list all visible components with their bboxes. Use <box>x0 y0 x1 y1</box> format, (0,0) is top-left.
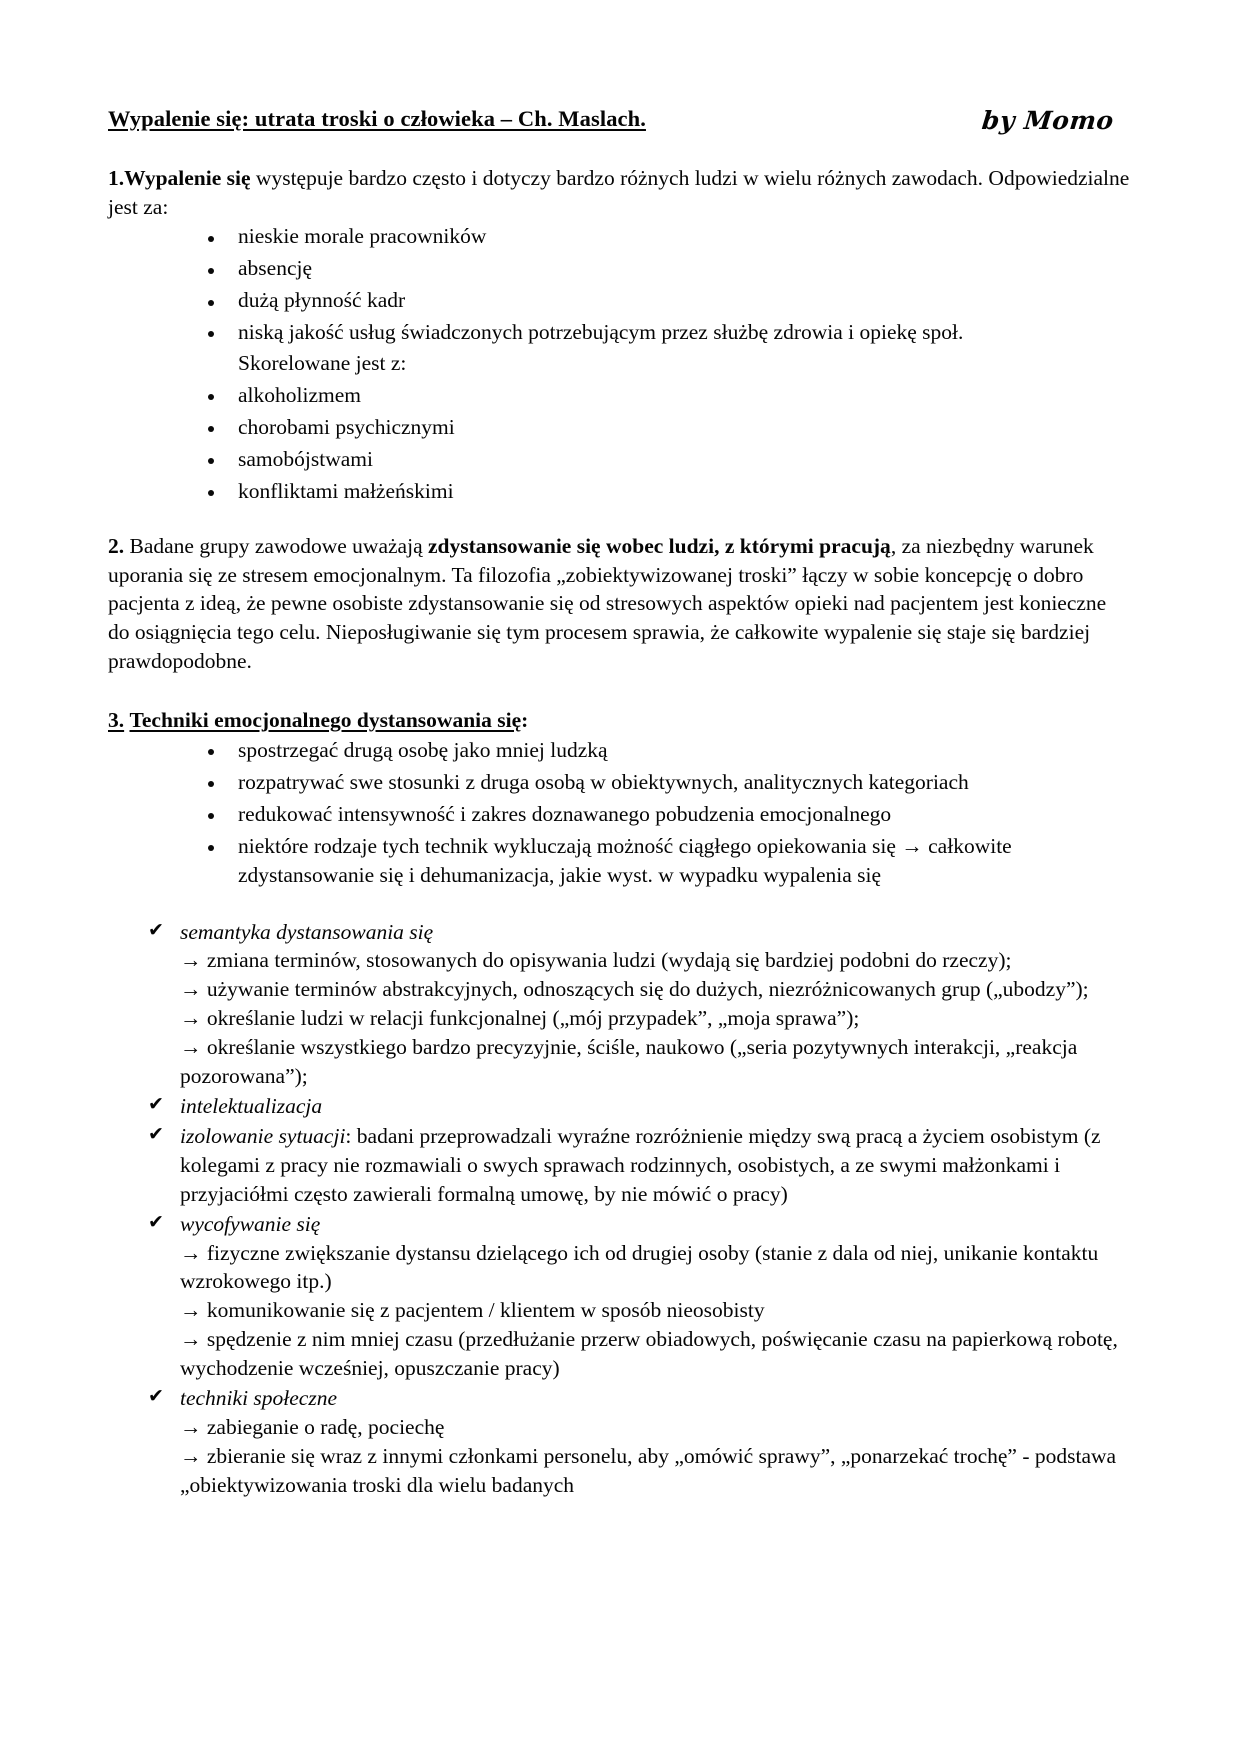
section-3-heading <box>108 706 528 735</box>
check-list-item <box>108 1384 1132 1500</box>
bullet-dot-icon <box>208 749 214 755</box>
list-item-label: konfliktami małżeńskimi <box>238 478 454 503</box>
section-3-heading-colon: : <box>521 708 529 733</box>
list-item <box>108 832 1132 890</box>
list-item <box>108 254 1132 283</box>
bullet-dot-icon <box>208 236 214 242</box>
bullet-dot-icon <box>208 426 214 432</box>
list-item <box>108 768 1132 797</box>
sub-line: → komunikowanie się z pacjentem / klientem w sposób nieosobisty <box>180 1298 765 1323</box>
page-title: Wypalenie się: utrata troski o człowieka – Ch. Maslach. <box>108 106 646 131</box>
sub-line: → używanie terminów abstrakcyjnych, odnoszących się do dużych, niezróżnicowanych grup („ubodzy”); <box>180 977 1089 1002</box>
sub-line: → zbieranie się wraz z innymi członkami personelu, aby „omówić sprawy”, „ponarzekać trochę” - podstawa „obiektywizowania troski dla wielu badanych <box>180 1443 1117 1497</box>
sub-line: → fizyczne zwiększanie dystansu dzielącego ich od drugiej osoby (stanie z dala od niej, unikanie kontaktu wzrokowego itp.) <box>180 1240 1099 1294</box>
check-item-label: intelektualizacja <box>180 1094 323 1118</box>
list-item-label: dużą płynność kadr <box>238 288 406 313</box>
techniques-check-list <box>108 918 1132 1500</box>
check-list-item <box>108 1122 1132 1209</box>
check-item-label: semantyka dystansowania się <box>180 919 434 944</box>
list-item <box>108 222 1132 251</box>
list-item <box>108 318 1132 347</box>
check-item-label: techniki społeczne <box>180 1386 338 1411</box>
list-item-label: chorobami psychicznymi <box>238 414 455 439</box>
bullet-dot-icon <box>208 813 214 819</box>
check-item-sublines <box>180 946 1132 1091</box>
check-item-label: wycofywanie się <box>180 1211 321 1236</box>
list-item-label: redukować intensywność i zakres doznawanego pobudzenia emocjonalnego <box>238 801 892 826</box>
section-3-number: 3. <box>108 708 125 733</box>
section-1-lead-rest: występuje bardzo często i dotyczy bardzo różnych ludzi w wielu różnych zawodach. Odpowiedzialne jest za: <box>108 165 1130 219</box>
list-item <box>108 800 1132 829</box>
list-item-label: niską jakość usług świadczonych potrzebującym przez służbę zdrowia i opiekę społ. <box>238 320 964 345</box>
sub-line: → spędzenie z nim mniej czasu (przedłużanie przerw obiadowych, poświęcanie czasu na papierkową robotę, wychodzenie wcześniej, opuszczanie pracy) <box>180 1327 1118 1381</box>
check-item-sublines <box>180 1413 1132 1500</box>
list-item <box>108 286 1132 315</box>
section-3-bullet-list <box>108 736 1132 890</box>
bullet-dot-icon <box>208 331 214 337</box>
list-item-label: alkoholizmem <box>238 382 361 407</box>
check-item-label: izolowanie sytuacji <box>180 1123 346 1148</box>
bullet-dot-icon <box>208 845 214 851</box>
bullet-dot-icon <box>208 268 214 274</box>
check-item-label-rest: : badani przeprowadzali wyraźne rozróżnienie między swą pracą a życiem osobistym (z kolegami z pracy nie rozmawiali o swych sprawach rodzinnych, osobistych, a ze swymi małżonkami i przyjaciółmi często zawierali formalną umowę, by nie mówić o pracy) <box>180 1123 1101 1206</box>
checkmark-icon: ✔ <box>148 1211 164 1233</box>
section-2-text-after: , za niezbędny warunek uporania się ze stresem emocjonalnym. Ta filozofia „zobiektywizowanej troski” łączy w sobie koncepcję o dobro pacjenta z ideą, że pewne osobiste zdystansowanie się od stresowych aspektów opieki nad pacjentem jest konieczne do osiągnięcia tego celu. Nieposługiwanie się tym procesem sprawia, że całkowite wypalenie się staje się bardziej prawdopodobne. <box>108 533 1107 674</box>
bullet-dot-icon <box>208 781 214 787</box>
list-item-label: samobójstwami <box>238 446 373 471</box>
sub-line: → zabieganie o radę, pociechę <box>180 1414 445 1439</box>
list-item-label: niektóre rodzaje tych technik wykluczają możność ciągłego opiekowania się → całkowite zdystansowanie się i dehumanizacja, jakie wyst. w wypadku wypalenia się <box>238 833 1012 887</box>
list-item-label: nieskie morale pracowników <box>238 224 487 249</box>
section-2-paragraph <box>108 532 1132 677</box>
section-2-text-before: Badane grupy zawodowe uważają <box>124 533 428 558</box>
list-item-label: spostrzegać drugą osobę jako mniej ludzką <box>238 738 608 763</box>
author-signature: by Momo <box>980 106 1116 135</box>
check-list-item <box>108 1210 1132 1383</box>
sub-line: → określanie wszystkiego bardzo precyzyjnie, ściśle, naukowo („seria pozytywnych interakcji, „reakcja pozorowana”); <box>180 1035 1078 1089</box>
sub-line: → zmiana terminów, stosowanych do opisywania ludzi (wydają się bardziej podobni do rzeczy); <box>180 948 1012 973</box>
list-item <box>108 413 1132 442</box>
bullet-dot-icon <box>208 394 214 400</box>
list-continuation-line <box>108 349 1132 378</box>
check-list-item <box>108 1092 1132 1121</box>
list-item <box>108 445 1132 474</box>
checkmark-icon: ✔ <box>148 1123 164 1146</box>
sub-line: → określanie ludzi w relacji funkcjonalnej („mój przypadek”, „moja sprawa”); <box>180 1006 860 1031</box>
list-item <box>108 736 1132 765</box>
section-1-lead-bold: Wypalenie się <box>124 165 251 190</box>
document-header <box>108 104 1132 138</box>
section-2-number: 2. <box>108 533 125 558</box>
bullet-dot-icon <box>208 458 214 464</box>
bullet-dot-icon <box>208 300 214 306</box>
checkmark-icon: ✔ <box>148 1093 164 1116</box>
checkmark-icon: ✔ <box>148 1385 164 1408</box>
checkmark-icon: ✔ <box>148 918 164 941</box>
list-item-label: absencję <box>238 256 313 281</box>
section-2-text-bold: zdystansowanie się wobec ludzi, z którymi pracują <box>427 533 891 558</box>
list-item <box>108 477 1132 506</box>
section-1-number: 1. <box>108 165 125 190</box>
section-1-bullet-list <box>108 222 1132 505</box>
check-item-sublines <box>180 1239 1132 1384</box>
section-1-intro <box>108 164 1132 222</box>
bullet-dot-icon <box>208 490 214 496</box>
check-list-item <box>108 918 1132 1091</box>
list-item-label: rozpatrywać swe stosunki z druga osobą w obiektywnych, analitycznych kategoriach <box>238 769 969 794</box>
section-3-heading-label: Techniki emocjonalnego dystansowania się <box>129 708 522 733</box>
list-continuation-label: Skorelowane jest z: <box>238 351 407 376</box>
list-item <box>108 381 1132 410</box>
